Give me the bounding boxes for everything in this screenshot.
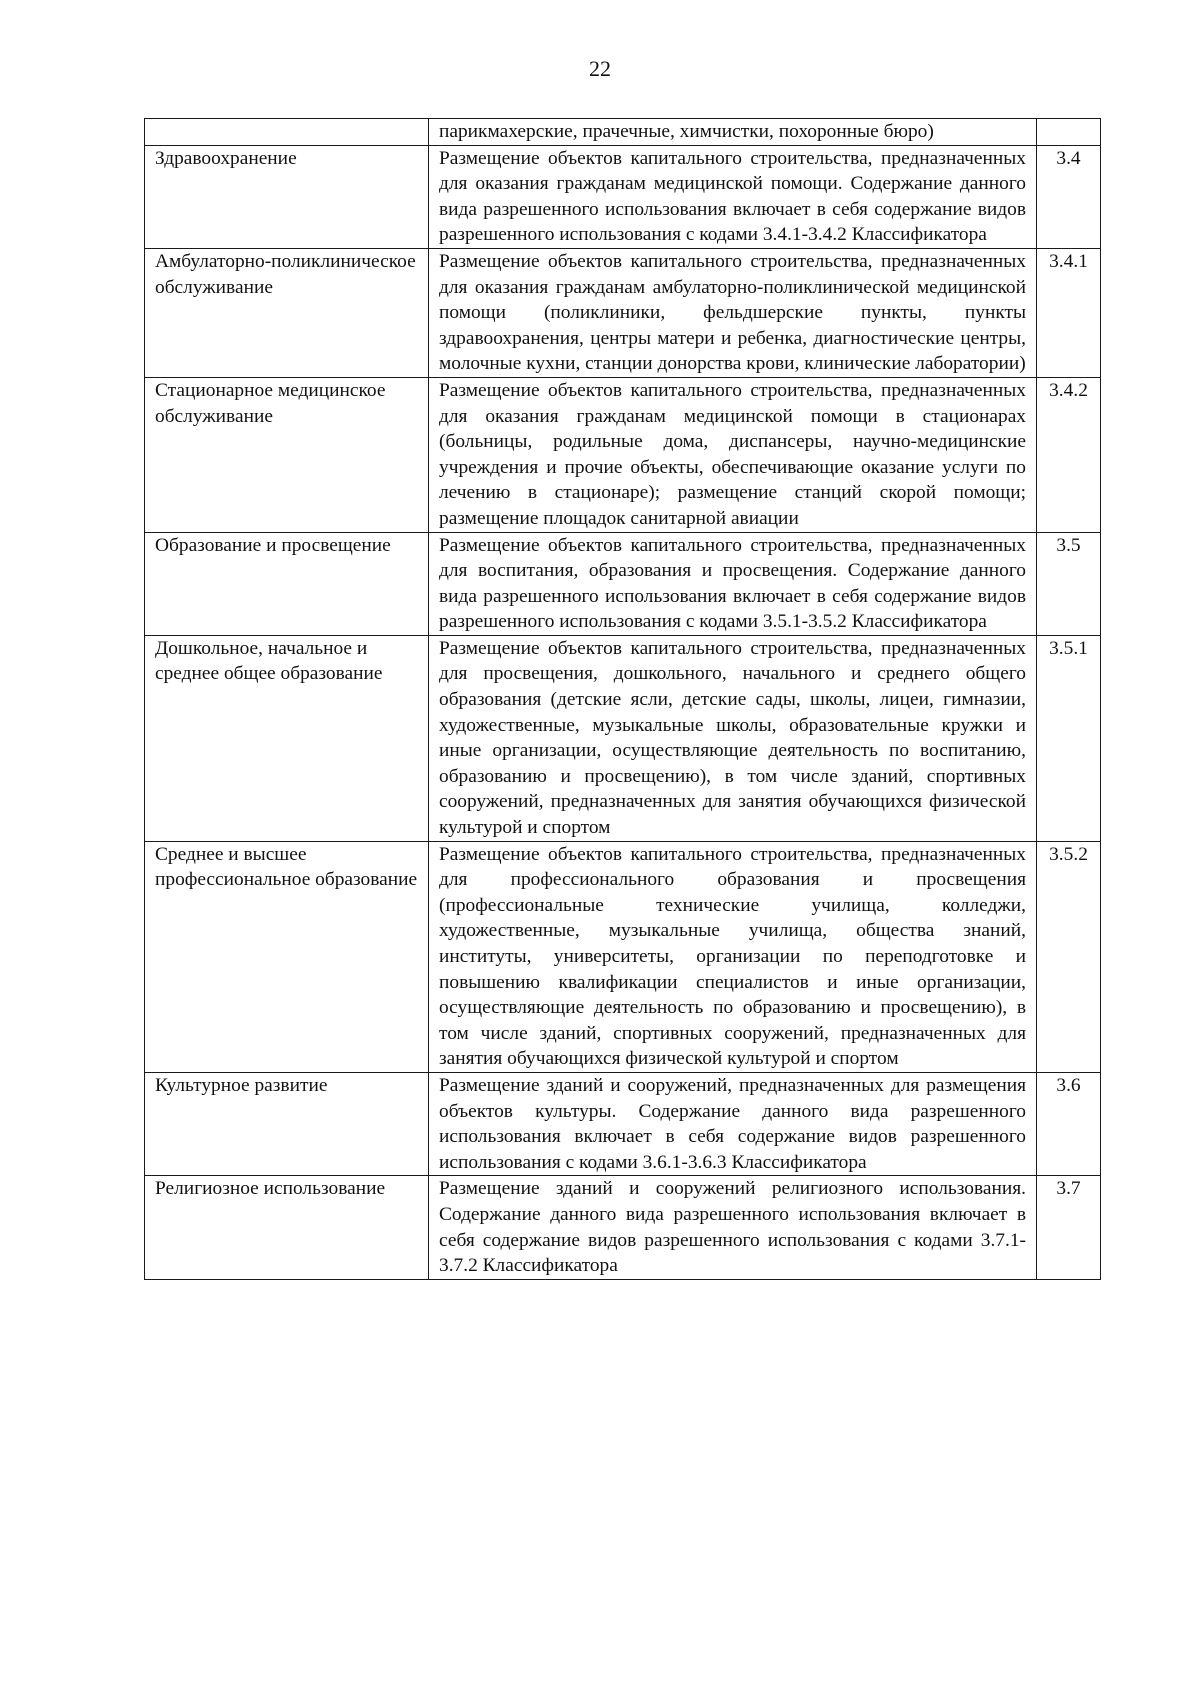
table-row [145,532,1101,635]
use-code-cell: 3.4.2 [1037,377,1101,532]
use-name-cell: Амбулаторно-поликлиническое обслуживание [145,248,429,377]
table-row [145,841,1101,1072]
table-row [145,119,1101,146]
use-name-cell: Религиозное использование [145,1176,429,1279]
page-number: 22 [589,56,611,81]
land-use-table [144,118,1101,1280]
use-name-cell: Образование и просвещение [145,532,429,635]
use-name-cell: Среднее и высшее профессиональное образование [145,841,429,1072]
table-row [145,377,1101,532]
use-code-cell: 3.5 [1037,532,1101,635]
use-description-cell: Размещение объектов капитального строительства, предназначенных для профессионального образования и просвещения (профессиональные технические училища, колледжи, художественные, музыкальные училища, общества знаний, институты, университеты, организации по переподготовке и повышению квалификации специалистов и иные организации, осуществляющие деятельность по образованию и просвещению), в том числе зданий, спортивных сооружений, предназначенных для занятия обучающихся физической культурой и спортом [429,841,1037,1072]
table-row [145,1072,1101,1175]
use-code-cell: 3.4 [1037,145,1101,248]
use-description-cell: Размещение объектов капитального строительства, предназначенных для оказания гражданам медицинской помощи. Содержание данного вида разрешенного использования включает в себя содержание видов разрешенного использования с кодами 3.4.1-3.4.2 Классификатора [429,145,1037,248]
use-code-cell: 3.7 [1037,1176,1101,1279]
use-description-cell: Размещение зданий и сооружений религиозного использования. Содержание данного вида разрешенного использования включает в себя содержание видов разрешенного использования с кодами 3.7.1-3.7.2 Классификатора [429,1176,1037,1279]
use-code-cell: 3.5.1 [1037,635,1101,841]
use-name-cell: Стационарное медицинское обслуживание [145,377,429,532]
use-code-cell: 3.4.1 [1037,248,1101,377]
table-row [145,635,1101,841]
use-description-cell: Размещение объектов капитального строительства, предназначенных для оказания гражданам медицинской помощи в стационарах (больницы, родильные дома, диспансеры, научно-медицинские учреждения и прочие объекты, обеспечивающие оказание услуги по лечению в стационаре); размещение станций скорой помощи; размещение площадок санитарной авиации [429,377,1037,532]
use-code-cell: 3.5.2 [1037,841,1101,1072]
use-code-cell: 3.6 [1037,1072,1101,1175]
use-description-cell: Размещение объектов капитального строительства, предназначенных для воспитания, образования и просвещения. Содержание данного вида разрешенного использования включает в себя содержание видов разрешенного использования с кодами 3.5.1-3.5.2 Классификатора [429,532,1037,635]
use-description-cell: Размещение зданий и сооружений, предназначенных для размещения объектов культуры. Содержание данного вида разрешенного использования включает в себя содержание видов разрешенного использования с кодами 3.6.1-3.6.3 Классификатора [429,1072,1037,1175]
table-row [145,145,1101,248]
use-description-cell: Размещение объектов капитального строительства, предназначенных для просвещения, дошкольного, начального и среднего общего образования (детские ясли, детские сады, школы, лицеи, гимназии, художественные, музыкальные школы, образовательные кружки и иные организации, осуществляющие деятельность по воспитанию, образованию и просвещению), в том числе зданий, спортивных сооружений, предназначенных для занятия обучающихся физической культурой и спортом [429,635,1037,841]
use-name-cell: Дошкольное, начальное и среднее общее образование [145,635,429,841]
use-name-cell: Здравоохранение [145,145,429,248]
use-code-cell [1037,119,1101,146]
use-name-cell [145,119,429,146]
use-description-cell: Размещение объектов капитального строительства, предназначенных для оказания гражданам амбулаторно-поликлинической медицинской помощи (поликлиники, фельдшерские пункты, пункты здравоохранения, центры матери и ребенка, диагностические центры, молочные кухни, станции донорства крови, клинические лаборатории) [429,248,1037,377]
use-description-cell: парикмахерские, прачечные, химчистки, похоронные бюро) [429,119,1037,146]
table-row [145,1176,1101,1279]
table-row [145,248,1101,377]
use-name-cell: Культурное развитие [145,1072,429,1175]
